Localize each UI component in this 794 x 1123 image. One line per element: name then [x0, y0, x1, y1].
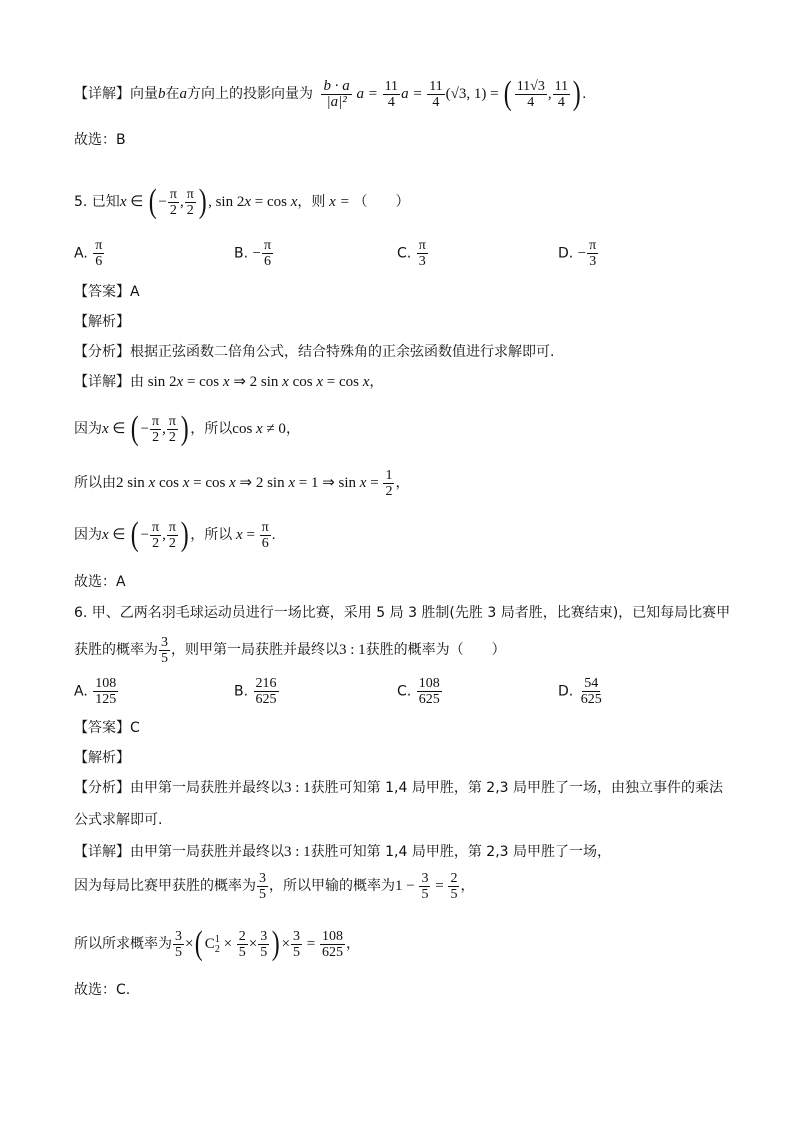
option-label: C.	[397, 683, 412, 700]
paren: )	[572, 75, 581, 112]
formula: (√3, 1) =	[445, 86, 503, 102]
option-fraction: $\frac{\pi}{6}$	[95, 238, 103, 269]
formula: 2 sin x cos x = cos x ⇒ 2 sin x = 1 ⇒ sin x =	[116, 475, 383, 491]
q5-option-c	[397, 238, 429, 269]
stem-text: 5. 已知	[74, 194, 120, 210]
q4-detail-line: 【详解】向量b在a方向上的投影向量为 $\frac{b \cdot a}{\text{|a|²}}$ a = $\frac{11}{4}$ a = $\frac{11}{4}$ (√3, 1) = ( $\frac{11√3}{4}$ , $\frac{11}{4}$ ) .	[74, 75, 587, 112]
q6-option-b	[234, 676, 280, 707]
option-label: B.	[234, 245, 249, 262]
q6-stem-2: 获胜的概率为 $\frac{3}{5}$ ，则甲第一局获胜并最终以3 : 1获胜的概率为（ ）	[74, 634, 506, 666]
paren: (	[148, 183, 157, 220]
q6-fenxi-2: 公式求解即可.	[74, 812, 163, 828]
q6-detail-1: 【详解】由甲第一局获胜并最终以3 : 1获胜可知第 1,4 局甲胜，第 2,3 局甲胜了一场，	[74, 844, 612, 860]
q5-option-d: D. − $\frac{\pi}{3}$	[558, 238, 597, 269]
q5-detail-3: 所以由2 sin x cos x = cos x ⇒ 2 sin x = 1 ⇒ sin x = $\frac{1}{2}$ ，	[74, 467, 410, 499]
vector-b: b	[158, 86, 166, 102]
option-fraction: $\frac{\pi}{6}$	[263, 238, 272, 269]
option-fraction: $\frac{108}{125}$	[95, 676, 117, 707]
q5-fenxi: 【分析】根据正弦函数二倍角公式，结合特殊角的正余弦函数值进行求解即可.	[74, 344, 555, 360]
answer-blank: （ ）	[353, 194, 410, 210]
formula: x =	[236, 527, 259, 543]
formula: x ∈	[102, 527, 130, 543]
q6-detail-3: 所以所求概率为 $\frac{3}{5}$ ×( $C_2^1$ × $\frac{2}{5}$ × $\frac{3}{5}$ ) × $\frac{3}{5}$ = $\frac{108}{625}$ ，	[74, 925, 361, 962]
option-label: A.	[74, 245, 88, 262]
fraction: $\frac{\pi}{2}$	[169, 186, 177, 218]
q5-detail-2: 因为x ∈ ( − $\frac{\pi}{2}$ , $\frac{\pi}{2}$ ) ，所以cos x ≠ 0，	[74, 410, 300, 447]
q6-conclusion: 故选：C.	[74, 982, 131, 998]
fraction: $\frac{3}{5}$	[161, 634, 168, 666]
detail-tag: 【详解】	[74, 86, 130, 102]
q5-detail-1: 【详解】由 sin 2x = cos x ⇒ 2 sin x cos x = cos x，	[74, 374, 384, 390]
q4-conclusion: 故选：B	[74, 132, 126, 148]
detail-text: 向量	[130, 86, 158, 102]
fraction: $\frac{11}{4}$	[384, 78, 399, 110]
fraction: $\frac{11}{4}$	[429, 78, 443, 110]
fraction: $\frac{11√3}{4}$	[516, 78, 545, 110]
q6-stem-1: 6. 甲、乙两名羽毛球运动员进行一场比赛，采用 5 局 3 胜制(先胜 3 局者胜，比赛结束)，已知每局比赛甲	[74, 605, 731, 621]
option-label: C.	[397, 245, 412, 262]
q6-analysis-tag: 【解析】	[74, 750, 130, 766]
q5-option-b: B. − $\frac{\pi}{6}$	[234, 238, 272, 269]
q5-detail-4: 因为x ∈ ( − $\frac{\pi}{2}$ , $\frac{\pi}{2}$ ) ，所以 x = $\frac{\pi}{6}$ .	[74, 516, 276, 553]
q5-option-a	[74, 238, 105, 269]
q6-detail-2: 因为每局比赛甲获胜的概率为 $\frac{3}{5}$ ，所以甲输的概率为1 − $\frac{3}{5}$ = $\frac{2}{5}$ ，	[74, 870, 475, 902]
formula: a =	[401, 86, 427, 102]
paren: (	[504, 75, 512, 112]
formula: , sin 2x = cos x	[208, 194, 298, 210]
stem-text: ，则	[297, 194, 326, 210]
fraction: $\frac{\pi}{2}$	[186, 186, 194, 218]
option-fraction: $\frac{\pi}{3}$	[589, 238, 597, 269]
detail-text: 方向上的投影向量为	[187, 86, 313, 102]
formula: x =	[325, 194, 354, 210]
formula: x ∈	[102, 421, 130, 437]
option-fraction: $\frac{108}{625}$	[418, 676, 440, 707]
q6-option-d	[558, 676, 605, 707]
option-label: A.	[74, 683, 88, 700]
q5-stem: 5. 已知x ∈ ( − $\frac{\pi}{2}$ , $\frac{\pi}{2}$ ) , sin 2x = cos x，则 x = （ ）	[74, 183, 410, 220]
q6-answer: 【答案】C	[74, 720, 140, 736]
option-label: D.	[558, 683, 574, 700]
formula: ∈	[126, 194, 148, 210]
option-fraction: $\frac{54}{625}$	[580, 676, 602, 707]
ratio: 3 : 1	[339, 642, 366, 658]
paren: )	[198, 183, 207, 220]
projection-fraction: $\frac{b \cdot a}{\text{|a|²}}$	[323, 77, 350, 110]
formula: x	[119, 194, 127, 210]
q5-answer: 【答案】A	[74, 284, 140, 300]
q5-conclusion: 故选：A	[74, 574, 126, 590]
formula: cos x ≠ 0	[232, 421, 286, 437]
vector-a: a	[179, 86, 187, 102]
option-label: B.	[234, 683, 249, 700]
q6-option-c	[397, 676, 443, 707]
fraction: $\frac{11}{4}$	[554, 78, 569, 110]
q5-analysis-tag: 【解析】	[74, 314, 130, 330]
detail-text: 在	[165, 86, 180, 102]
q6-fenxi-1: 【分析】由甲第一局获胜并最终以3 : 1获胜可知第 1,4 局甲胜，第 2,3 局甲胜了一场，由独立事件的乘法	[74, 780, 724, 796]
q6-option-a	[74, 676, 119, 707]
option-fraction: $\frac{\pi}{3}$	[418, 238, 426, 269]
formula: sin 2x = cos x ⇒ 2 sin x cos x = cos x	[144, 374, 370, 390]
option-label: D.	[558, 245, 574, 262]
formula: a =	[352, 86, 382, 102]
option-fraction: $\frac{216}{625}$	[255, 676, 277, 707]
formula: 1 −	[395, 878, 419, 894]
